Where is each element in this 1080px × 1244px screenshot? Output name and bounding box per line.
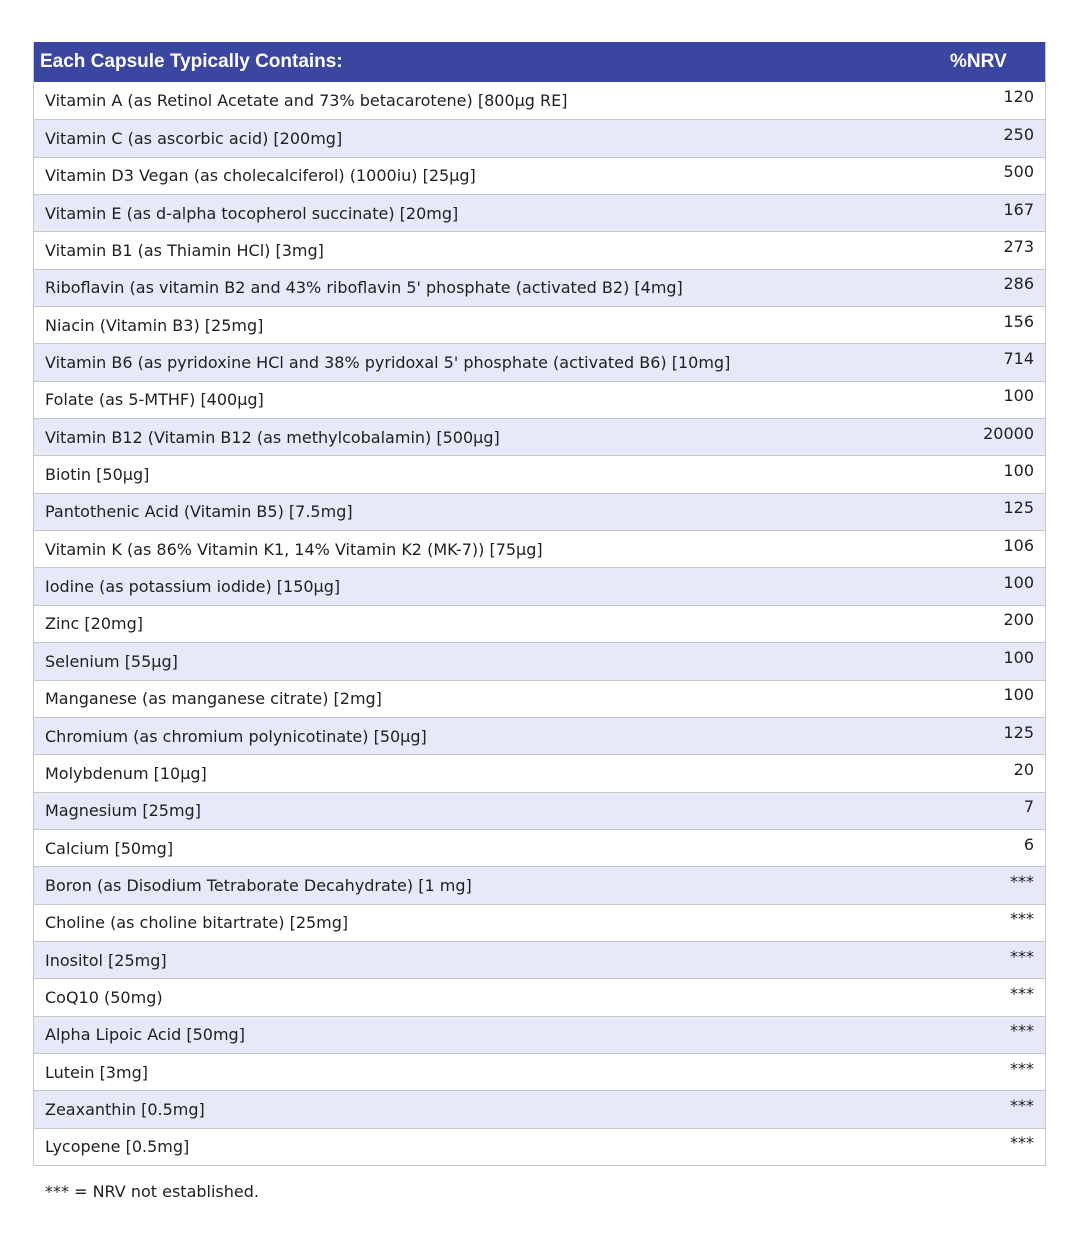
nrv-value: 714: [1003, 349, 1034, 369]
ingredient-name: Iodine (as potassium iodide) [150μg]: [45, 577, 341, 597]
ingredient-name: Vitamin D3 Vegan (as cholecalciferol) (1000iu) [25μg]: [45, 166, 476, 186]
table-row: [34, 306, 1045, 343]
table-row: [34, 343, 1045, 380]
ingredient-name: Calcium [50mg]: [45, 838, 174, 858]
table-row: [34, 381, 1045, 418]
ingredient-name: Folate (as 5-MTHF) [400μg]: [45, 390, 264, 410]
ingredient-name: Boron (as Disodium Tetraborate Decahydrate) [1 mg]: [45, 875, 472, 895]
table-row: [34, 792, 1045, 829]
nrv-value: ***: [1010, 946, 1034, 966]
nrv-value: 100: [1003, 685, 1034, 705]
footnote: *** = NRV not established.: [45, 1182, 259, 1201]
nrv-value: 100: [1003, 647, 1034, 667]
nutrition-table: [33, 42, 1046, 1166]
table-row: [34, 231, 1045, 268]
table-row: [34, 1128, 1045, 1165]
nrv-value: 273: [1003, 237, 1034, 257]
table-row: [34, 866, 1045, 903]
table-body: [34, 82, 1045, 1165]
table-row: [34, 941, 1045, 978]
table-row: [34, 978, 1045, 1015]
table-row: [34, 1090, 1045, 1127]
table-row: [34, 680, 1045, 717]
table-row: [34, 493, 1045, 530]
table-row: [34, 904, 1045, 941]
ingredient-name: Riboflavin (as vitamin B2 and 43% riboflavin 5' phosphate (activated B2) [4mg]: [45, 278, 683, 298]
nrv-value: 500: [1003, 162, 1034, 182]
table-row: [34, 717, 1045, 754]
ingredient-name: Vitamin K (as 86% Vitamin K1, 14% Vitamin K2 (MK-7)) [75μg]: [45, 539, 543, 559]
ingredient-name: Vitamin E (as d-alpha tocopherol succinate) [20mg]: [45, 203, 459, 223]
nrv-value: ***: [1010, 983, 1034, 1003]
nrv-value: ***: [1010, 1021, 1034, 1041]
ingredient-name: Lycopene [0.5mg]: [45, 1137, 190, 1157]
nrv-value: 100: [1003, 573, 1034, 593]
table-row: [34, 642, 1045, 679]
nrv-value: 6: [1023, 834, 1034, 854]
table-row: [34, 567, 1045, 604]
nrv-value: 120: [1003, 87, 1034, 107]
nrv-value: 106: [1003, 535, 1034, 555]
nrv-value: 20: [1013, 759, 1034, 779]
nrv-value: 125: [1003, 498, 1034, 518]
nrv-value: 200: [1003, 610, 1034, 630]
ingredient-name: Choline (as choline bitartrate) [25mg]: [45, 913, 349, 933]
ingredient-name: Zeaxanthin [0.5mg]: [45, 1099, 205, 1119]
ingredient-name: Biotin [50μg]: [45, 465, 150, 485]
nrv-value: ***: [1010, 1058, 1034, 1078]
nrv-value: 100: [1003, 461, 1034, 481]
table-row: [34, 754, 1045, 791]
ingredient-name: Niacin (Vitamin B3) [25mg]: [45, 315, 264, 335]
ingredient-name: Vitamin C (as ascorbic acid) [200mg]: [45, 129, 343, 149]
ingredient-name: Vitamin B12 (Vitamin B12 (as methylcobalamin) [500μg]: [45, 427, 500, 447]
table-header: [34, 42, 1045, 82]
ingredient-name: Lutein [3mg]: [45, 1062, 148, 1082]
nrv-value: 125: [1003, 722, 1034, 742]
nrv-value: ***: [1010, 1095, 1034, 1115]
ingredient-name: Alpha Lipoic Acid [50mg]: [45, 1025, 245, 1045]
table-row: [34, 1016, 1045, 1053]
table-row: [34, 269, 1045, 306]
ingredient-name: Inositol [25mg]: [45, 950, 167, 970]
table-row: [34, 82, 1045, 119]
table-row: [34, 829, 1045, 866]
header-nrv-label: %NRV: [950, 51, 1007, 72]
table-row: [34, 157, 1045, 194]
ingredient-name: Zinc [20mg]: [45, 614, 144, 634]
ingredient-name: Vitamin A (as Retinol Acetate and 73% betacarotene) [800μg RE]: [45, 91, 568, 111]
ingredient-name: Manganese (as manganese citrate) [2mg]: [45, 689, 382, 709]
nrv-value: ***: [1010, 1133, 1034, 1153]
table-row: [34, 530, 1045, 567]
nrv-value: 20000: [983, 423, 1034, 443]
table-row: [34, 1053, 1045, 1090]
ingredient-name: Pantothenic Acid (Vitamin B5) [7.5mg]: [45, 502, 353, 522]
table-row: [34, 119, 1045, 156]
ingredient-name: CoQ10 (50mg): [45, 987, 163, 1007]
ingredient-name: Magnesium [25mg]: [45, 801, 201, 821]
nrv-value: 250: [1003, 125, 1034, 145]
nrv-value: ***: [1010, 909, 1034, 929]
ingredient-name: Chromium (as chromium polynicotinate) [50μg]: [45, 726, 427, 746]
nrv-value: 167: [1003, 199, 1034, 219]
nrv-value: ***: [1010, 871, 1034, 891]
ingredient-name: Vitamin B1 (as Thiamin HCl) [3mg]: [45, 241, 324, 261]
table-row: [34, 605, 1045, 642]
nrv-value: 100: [1003, 386, 1034, 406]
ingredient-name: Vitamin B6 (as pyridoxine HCl and 38% pyridoxal 5' phosphate (activated B6) [10mg]: [45, 353, 731, 373]
table-row: [34, 418, 1045, 455]
nrv-value: 286: [1003, 274, 1034, 294]
header-ingredient-label: Each Capsule Typically Contains:: [40, 51, 343, 72]
nrv-value: 156: [1003, 311, 1034, 331]
ingredient-name: Selenium [55μg]: [45, 651, 178, 671]
table-row: [34, 455, 1045, 492]
nrv-value: 7: [1023, 797, 1034, 817]
table-row: [34, 194, 1045, 231]
ingredient-name: Molybdenum [10μg]: [45, 763, 207, 783]
